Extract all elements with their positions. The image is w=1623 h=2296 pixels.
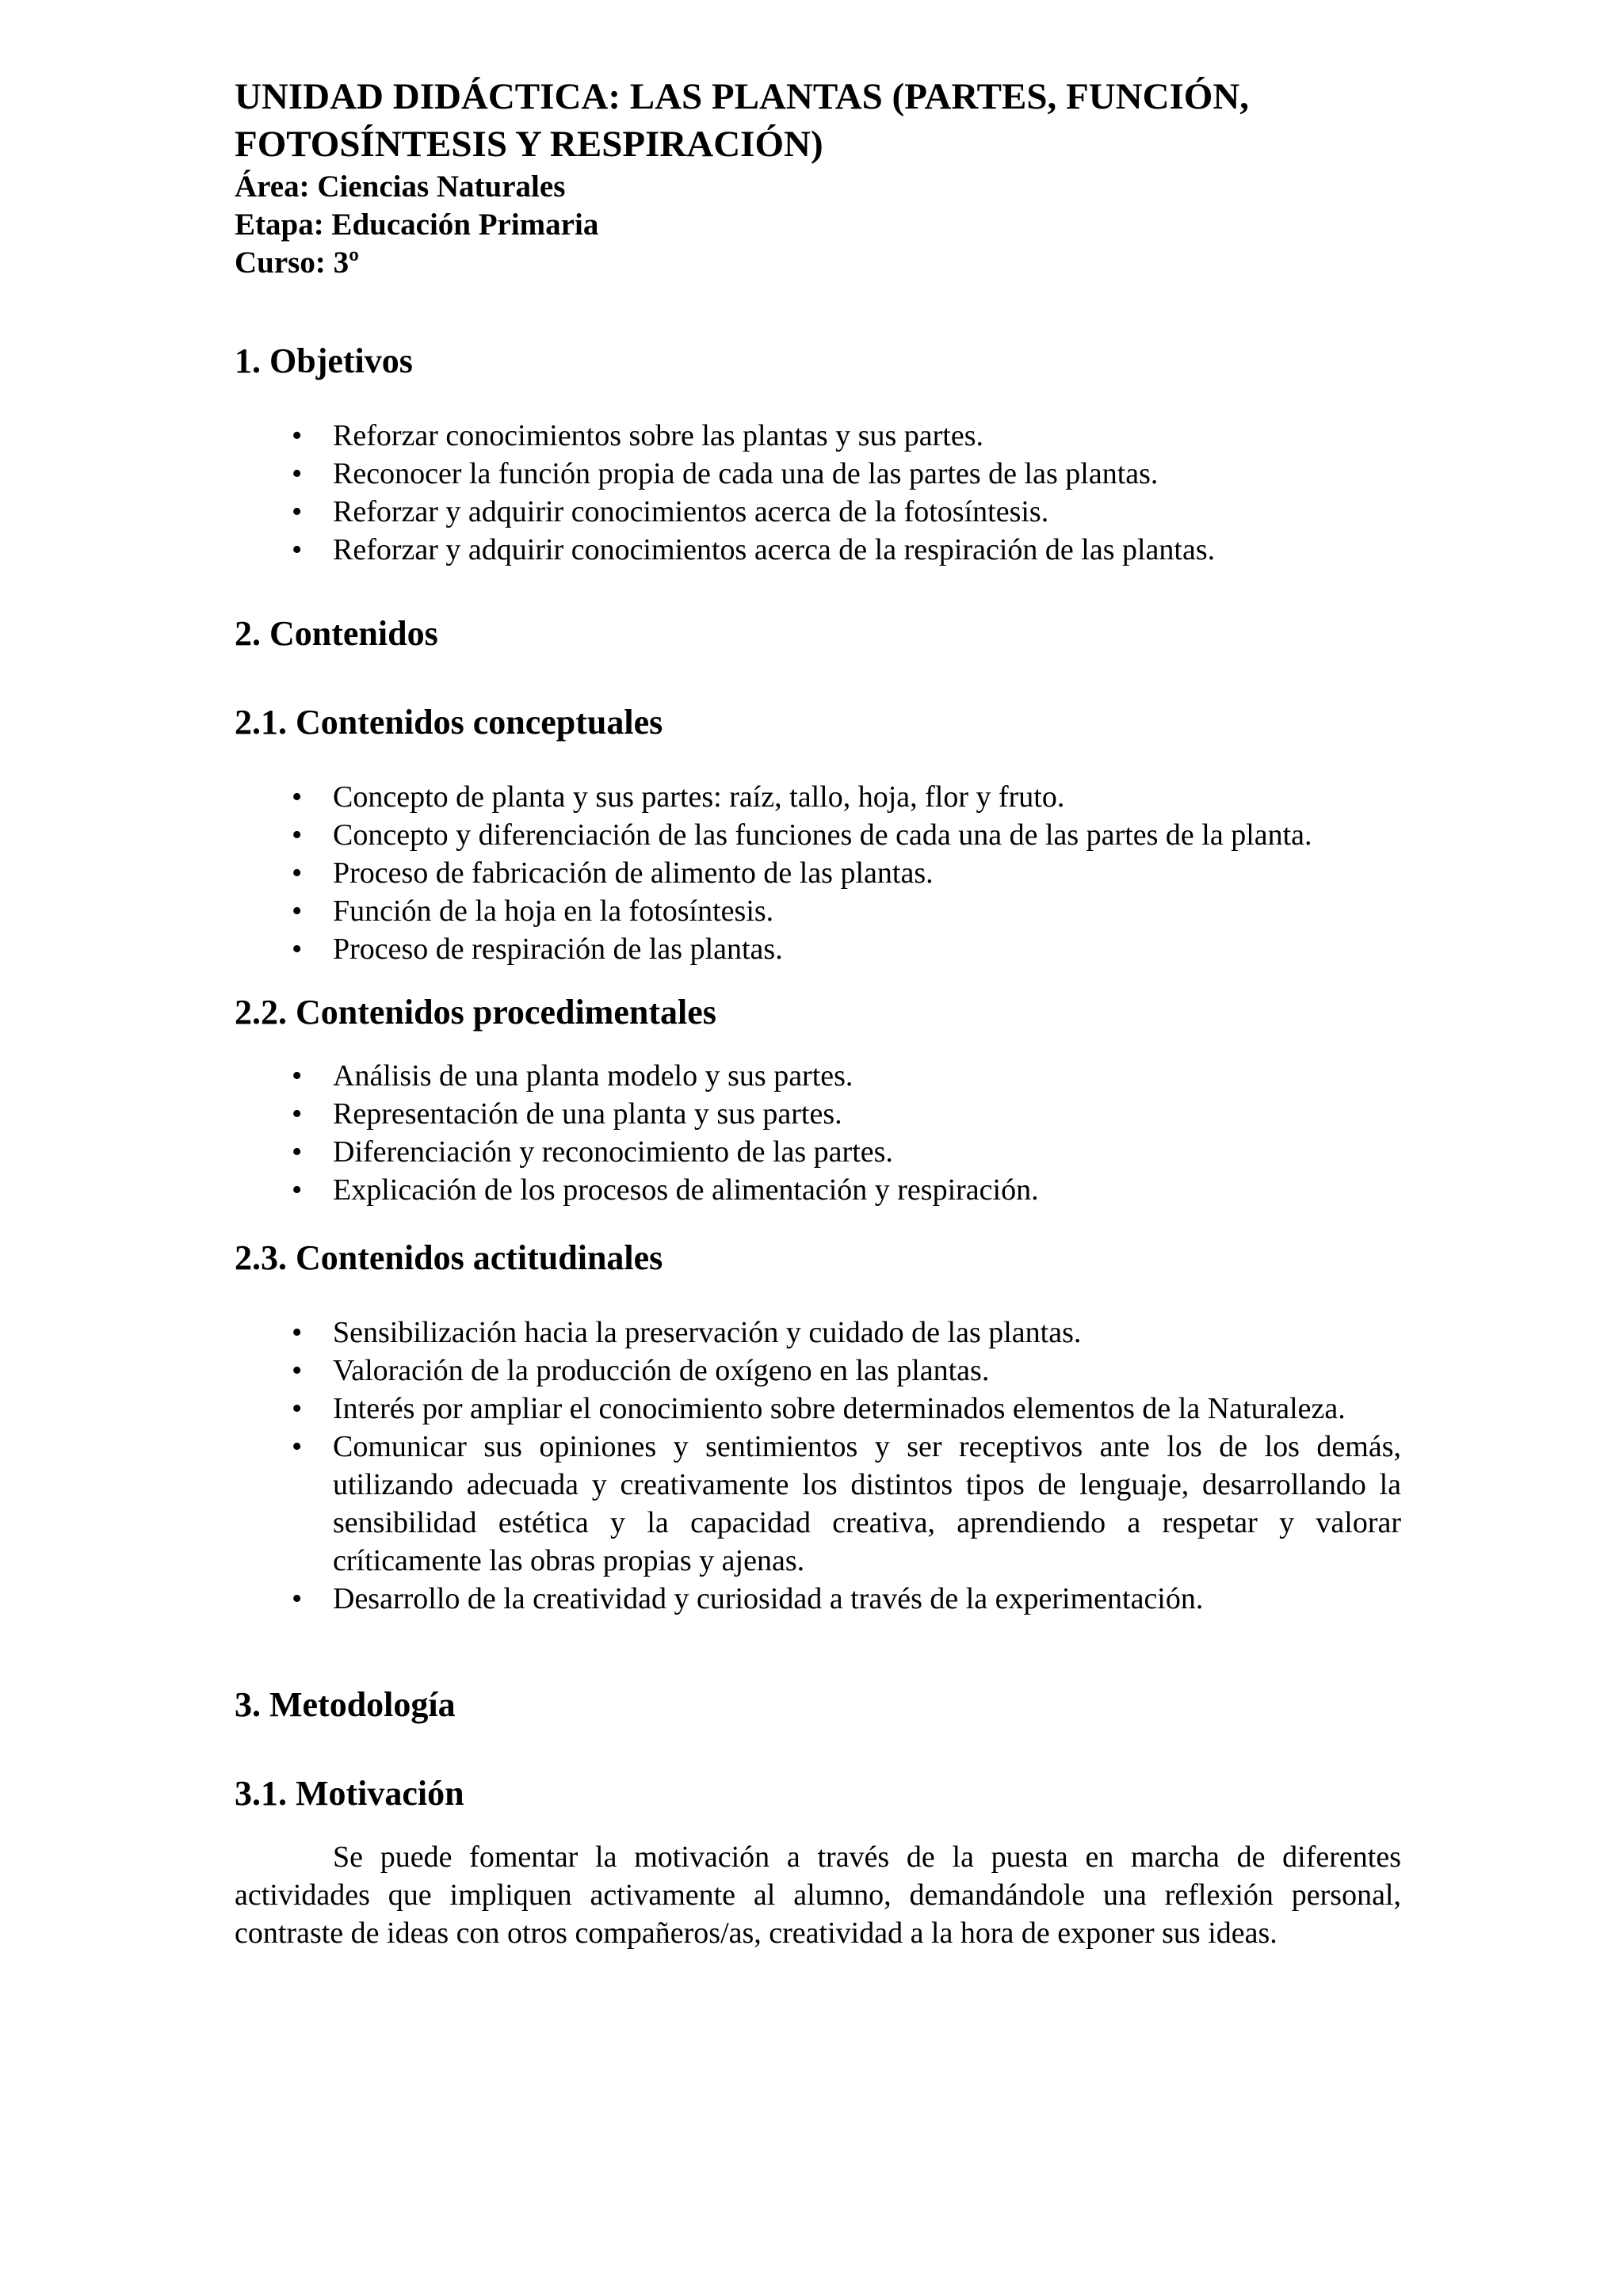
curso-label: Curso: 3º bbox=[235, 246, 359, 280]
section-contenidos-heading: 2. Contenidos bbox=[235, 614, 438, 653]
document-title-line-2: FOTOSÍNTESIS Y RESPIRACIÓN) bbox=[235, 124, 823, 165]
bullet-icon: • bbox=[292, 1392, 303, 1425]
bullet-icon: • bbox=[292, 856, 303, 890]
list-item: • Concepto y diferenciación de las funciones de cada una de las partes de la planta. bbox=[235, 816, 1401, 854]
bullet-icon: • bbox=[292, 533, 303, 566]
list-item: • Reforzar y adquirir conocimientos acerca de la fotosíntesis. bbox=[235, 493, 1401, 531]
subsection-motivacion-heading: 3.1. Motivación bbox=[235, 1774, 464, 1813]
bullet-icon: • bbox=[292, 933, 303, 966]
list-item: • Reconocer la función propia de cada una de las partes de las plantas. bbox=[235, 455, 1401, 493]
list-item: • Reforzar y adquirir conocimientos acerca de la respiración de las plantas. bbox=[235, 531, 1401, 569]
bullet-icon: • bbox=[292, 1582, 303, 1615]
list-item: • Representación de una planta y sus partes. bbox=[235, 1095, 1401, 1133]
bullet-icon: • bbox=[292, 1354, 303, 1387]
list-item: • Valoración de la producción de oxígeno en las plantas. bbox=[235, 1352, 1401, 1390]
list-item: • Reforzar conocimientos sobre las plantas y sus partes. bbox=[235, 417, 1401, 455]
list-item: • Concepto de planta y sus partes: raíz, tallo, hoja, flor y fruto. bbox=[235, 778, 1401, 816]
bullet-icon: • bbox=[292, 1430, 303, 1463]
bullet-icon: • bbox=[292, 1135, 303, 1169]
list-item: • Sensibilización hacia la preservación y cuidado de las plantas. bbox=[235, 1314, 1401, 1352]
etapa-label: Etapa: Educación Primaria bbox=[235, 208, 599, 242]
subsection-actitudinales-heading: 2.3. Contenidos actitudinales bbox=[235, 1238, 663, 1277]
list-item: • Análisis de una planta modelo y sus partes. bbox=[235, 1057, 1401, 1095]
actitudinales-list bbox=[235, 1314, 1401, 1618]
list-item: • Función de la hoja en la fotosíntesis. bbox=[235, 892, 1401, 930]
list-item: • Desarrollo de la creatividad y curiosidad a través de la experimentación. bbox=[235, 1580, 1401, 1618]
bullet-icon: • bbox=[292, 1059, 303, 1093]
bullet-icon: • bbox=[292, 457, 303, 490]
list-item: • Comunicar sus opiniones y sentimientos y ser receptivos ante los de los demás, utilizando adecuada y creativamente los distintos tipos de lenguaje, desarrollando la sensibilidad estética y la capacidad creativa, aprendiendo a respetar y valorar críticamente las obras propias y ajenas. bbox=[235, 1428, 1401, 1580]
subsection-procedimentales-heading: 2.2. Contenidos procedimentales bbox=[235, 993, 716, 1032]
document-page bbox=[235, 73, 1401, 1952]
bullet-icon: • bbox=[292, 818, 303, 852]
bullet-icon: • bbox=[292, 894, 303, 928]
bullet-icon: • bbox=[292, 1097, 303, 1131]
procedimentales-list bbox=[235, 1057, 1401, 1209]
bullet-icon: • bbox=[292, 1316, 303, 1349]
subsection-conceptuales-heading: 2.1. Contenidos conceptuales bbox=[235, 703, 663, 742]
bullet-icon: • bbox=[292, 419, 303, 452]
list-item: • Proceso de respiración de las plantas. bbox=[235, 930, 1401, 968]
section-objetivos-heading: 1. Objetivos bbox=[235, 341, 413, 380]
list-item: • Interés por ampliar el conocimiento sobre determinados elementos de la Naturaleza. bbox=[235, 1390, 1401, 1428]
area-label: Área: Ciencias Naturales bbox=[235, 170, 566, 204]
motivacion-paragraph: Se puede fomentar la motivación a través de la puesta en marcha de diferentes actividades que impliquen activamente al alumno, demandándole una reflexión personal, contraste de ideas con otros compañeros/as, creatividad a la hora de exponer sus ideas. bbox=[235, 1840, 1401, 1950]
list-item: • Proceso de fabricación de alimento de las plantas. bbox=[235, 854, 1401, 892]
document-title-line-1: UNIDAD DIDÁCTICA: LAS PLANTAS (PARTES, FUNCIÓN, bbox=[235, 76, 1250, 117]
bullet-icon: • bbox=[292, 780, 303, 814]
list-item: • Explicación de los procesos de alimentación y respiración. bbox=[235, 1171, 1401, 1209]
bullet-icon: • bbox=[292, 495, 303, 528]
list-item: • Diferenciación y reconocimiento de las partes. bbox=[235, 1133, 1401, 1171]
section-metodologia-heading: 3. Metodología bbox=[235, 1685, 456, 1724]
conceptuales-list bbox=[235, 778, 1401, 968]
objetivos-list bbox=[235, 417, 1401, 569]
bullet-icon: • bbox=[292, 1173, 303, 1207]
